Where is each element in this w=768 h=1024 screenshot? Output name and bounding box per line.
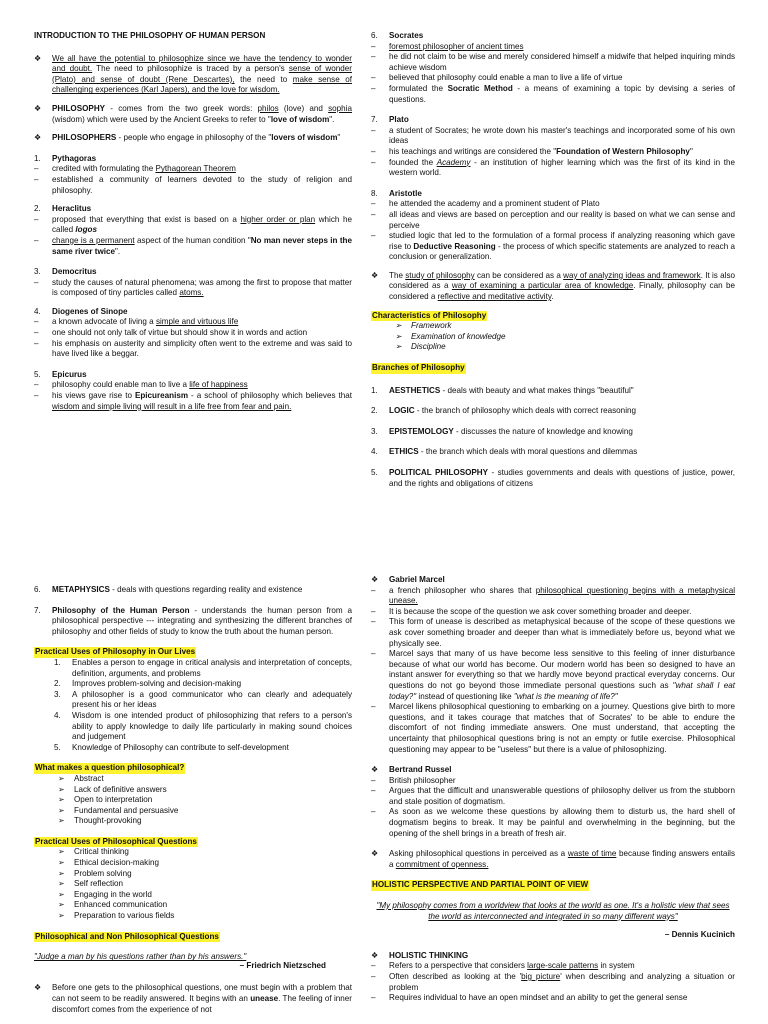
list-item: – As soon as we welcome these questions by allowing them to disturb us, the hard shell of dogmatism begins to break. It may be painful and overwhelming in the beginning, but the opening of the shell brings in a breath of fresh air. <box>371 807 735 838</box>
list-item: ➢ Open to interpretation <box>58 795 153 805</box>
kucinich-quote: "My philosophy comes from a worldview that looks at the world as one. It's a holistic view that sees the world as interconnected and integrated in so many different ways" <box>376 901 730 921</box>
philosopher-heading: 1. Pythagoras <box>34 153 97 163</box>
list-item: – formulated the Socratic Method - a means of examining a topic by devising a series of questions. <box>371 83 735 104</box>
page-title: INTRODUCTION TO THE PHILOSOPHY OF HUMAN PERSON <box>34 31 266 40</box>
list-item: ➢ Examination of knowledge <box>395 331 506 341</box>
list-item: ➢ Thought-provoking <box>58 816 142 826</box>
arrow-bullet-icon: ➢ <box>58 889 65 899</box>
list-item: – one should not only talk of virtue but should show it in words and action <box>34 328 308 338</box>
philosopher-heading: 3. Democritus <box>34 267 97 277</box>
list-item: 2. Improves problem-solving and decision-making <box>54 679 242 689</box>
philosopher-heading: 4. Diogenes of Sinope <box>34 306 128 316</box>
arrow-bullet-icon: ➢ <box>58 784 65 794</box>
list-item: ➢ Problem solving <box>58 868 132 878</box>
top-left-column <box>34 31 352 412</box>
list-item: – foremost philosopher of ancient times <box>371 41 524 51</box>
list-item: – his views gave rise to Epicureanism - a school of philosophy which believes that wisdom and simple living will result in a life free from fear and pain. <box>34 391 353 411</box>
list-item: – his teachings and writings are considered the "Foundation of Western Philosophy" <box>371 146 693 156</box>
list-item: – a student of Socrates; he wrote down his master's teachings and incorporated some of his own ideas <box>371 125 735 146</box>
intro-paragraph: ❖ We all have the potential to philosophize since we have the tendency to wonder and doubt. The need to philosophize is traced by a person's sense of wonder (Plato) and sense of doubt (Rene Descartes), the need to make sense of challenging experiences (Karl Japers), and the love for wisdom. <box>34 53 352 95</box>
list-item: 1. Enables a person to engage in critical analysis and interpretation of concepts, definition, arguments, and problems <box>54 657 352 678</box>
arrow-bullet-icon: ➢ <box>58 816 65 826</box>
philosopher-heading: 5. Epicurus <box>34 369 87 379</box>
nietzsche-quote: "Judge a man by his questions rather than by his answers." <box>34 952 247 962</box>
list-item: – This form of unease is described as metaphysical because of the scope of these questions we ask cover something broader and deeper than what is immediately before us, beyond what we physically see. <box>371 617 735 648</box>
philosopher-heading: 7. Plato <box>371 115 409 125</box>
list-item: 4. Wisdom is one intended product of philosophizing that refers to a person's ability to apply knowledge to daily life particularly in making sound choices and judgement <box>54 710 352 742</box>
diamond-bullet-icon: ❖ <box>371 575 379 584</box>
list-item: – British philosopher <box>371 775 456 785</box>
philosophers-definition: ❖ PHILOSOPHERS - people who engage in philosophy of the "lovers of wisdom" <box>34 133 341 143</box>
bottom-left-column <box>34 585 352 1015</box>
list-item: – established a community of learners devoted to the study of religion and philosophy. <box>34 174 352 195</box>
list-item: ➢ Engaging in the world <box>58 889 152 899</box>
arrow-bullet-icon: ➢ <box>395 331 402 341</box>
bottom-right-column <box>371 575 735 1004</box>
branch-item: 2. LOGIC - the branch of philosophy which deals with correct reasoning <box>371 406 636 416</box>
philosophy-definition: ❖ PHILOSOPHY - comes from the two greek words: philos (love) and sophia (wisdom) which were used by the Ancient Greeks to refer to "love of wisdom". <box>34 103 352 124</box>
philosophical-questions-uses-heading: Practical Uses of Philosophical Questions <box>35 836 197 846</box>
branch-item: 7. Philosophy of the Human Person - understands the human person from a philosophical perspective --- integrating and synthesizing the different branches of philosophy and other fields of study to know the truth about the human person. <box>34 605 352 636</box>
philosopher-heading: ❖ Bertrand Russel <box>371 765 452 775</box>
diamond-bullet-icon: ❖ <box>371 765 379 775</box>
list-item: – studied logic that led to the formulation of a formal process if analyzing reasoning which gave rise to Deductive Reasoning - the process of which specific statements are analyzed to reach a conclusion or generalization. <box>371 231 735 262</box>
diamond-bullet-icon: ❖ <box>34 103 42 113</box>
list-item: – founded the Academy - an institution of higher learning which was the first of its kind in the western world. <box>371 157 735 178</box>
list-item: – Marcel says that many of us have become less sensitive to this feeling of inner disturbance because of what our world has become. Our modern world has been so designed to have an instant answer for everything so that we hardly move beyond practical everyday concerns. Our questions do not go beyond those immediate personal questions such as "what shall I eat today?" instead of questioning like "what is the meaning of life?" <box>371 649 735 701</box>
diamond-bullet-icon: ❖ <box>34 53 42 63</box>
list-item: – he attended the academy and a prominent student of Plato <box>371 199 600 209</box>
arrow-bullet-icon: ➢ <box>58 911 65 921</box>
list-item: – Requires individual to have an open mindset and an ability to get the general sense <box>371 993 688 1003</box>
list-item: ➢ Abstract <box>58 773 104 783</box>
list-item: – he did not claim to be wise and merely considered himself a midwife that helped inquiring minds achieve wisdom <box>371 52 735 72</box>
characteristics-heading: Characteristics of Philosophy <box>372 310 487 320</box>
list-item: ➢ Fundamental and persuasive <box>58 805 179 815</box>
list-item: – proposed that everything that exist is based on a higher order or plan which he called logos <box>34 214 353 235</box>
list-item: ➢ Lack of definitive answers <box>58 784 167 794</box>
list-item: – Marcel likens philosophical questioning to embarking on a journey. Questions give birth to more questions, and it takes courage that matches that of Socrates' to be able to endure the discomfort of not finding immediate answers. One must understand, that accepting the uncertainty that philosophical questions bring is not an empty or futile exercise. Philosophical questioning may appear to be "useless" but there is a value of philosophizing. <box>371 702 735 754</box>
list-item: – Refers to a perspective that considers large-scale patterns in system <box>371 961 635 971</box>
list-item: – Often described as looking at the 'big picture' when describing and analyzing a situation or problem <box>371 972 735 992</box>
philosopher-heading: 2. Heraclitus <box>34 204 92 214</box>
list-item: – all ideas and views are based on perception and our reality is based on what we can sense and perceive <box>371 209 735 230</box>
branch-item: 6. METAPHYSICS - deals with questions regarding reality and existence <box>34 585 303 594</box>
list-item: – It is because the scope of the question we ask cover something broader and deeper. <box>371 606 692 616</box>
philosophical-non-philosophical-heading: Philosophical and Non Philosophical Questions <box>35 931 219 941</box>
branch-item: 5. POLITICAL PHILOSOPHY - studies governments and deals with questions of justice, power, and the rights and obligations of citizens <box>371 468 736 488</box>
list-item: ➢ Self reflection <box>58 879 124 889</box>
list-item: – Argues that the difficult and unanswerable questions of philosophy deliver us from the stubborn and stale position of dogmatism. <box>371 786 735 806</box>
branches-heading: Branches of Philosophy <box>372 363 465 373</box>
list-item: ➢ Critical thinking <box>58 847 129 857</box>
diamond-bullet-icon: ❖ <box>371 950 379 960</box>
philosopher-heading: ❖ HOLISTIC THINKING <box>371 950 469 960</box>
arrow-bullet-icon: ➢ <box>58 879 65 889</box>
list-item: ➢ Preparation to various fields <box>58 911 175 921</box>
philosopher-heading: 8. Aristotle <box>371 188 422 198</box>
diamond-bullet-icon: ❖ <box>34 983 42 993</box>
list-item: 3. A philosopher is a good communicator who can clearly and adequately present his or her ideas <box>54 689 352 710</box>
arrow-bullet-icon: ➢ <box>58 858 65 868</box>
top-right-column <box>371 31 735 489</box>
philosopher-heading: 6. Socrates <box>371 31 424 40</box>
list-item: – his emphasis on austerity and simplicity often went to the extreme and was said to have lived like a beggar. <box>34 338 352 359</box>
arrow-bullet-icon: ➢ <box>58 847 65 857</box>
arrow-bullet-icon: ➢ <box>58 795 65 805</box>
philosophical-question-heading: What makes a question philosophical? <box>35 763 185 773</box>
list-item: ➢ Enhanced communication <box>58 900 168 910</box>
philosopher-heading: ❖ Gabriel Marcel <box>371 575 445 584</box>
list-item: – credited with formulating the Pythagorean Theorem <box>34 164 236 174</box>
list-item: – change is a permanent aspect of the human condition "No man never steps in the same river twice". <box>34 235 352 256</box>
quote-author: – Dennis Kucinich <box>664 930 735 940</box>
study-of-philosophy-paragraph: ❖ The study of philosophy can be considered as a way of analyzing ideas and framework. It is also considered as a way of examining a particular area of knowledge. Finally, philosophy can be considered a reflective and meditative activity. <box>371 270 735 302</box>
list-item: – study the causes of natural phenomena; was among the first to propose that matter is composed of tiny particles called atoms. <box>34 277 352 298</box>
list-item: – philosophy could enable man to live a life of happiness <box>34 380 248 390</box>
list-item: ➢ Ethical decision-making <box>58 858 160 868</box>
arrow-bullet-icon: ➢ <box>395 342 402 352</box>
diamond-bullet-icon: ❖ <box>34 133 42 143</box>
arrow-bullet-icon: ➢ <box>395 321 402 331</box>
asking-questions-paragraph: ❖ Asking philosophical questions in perceived as a waste of time because finding answers entails a commitment of openness. <box>371 849 736 869</box>
branch-item: 3. EPISTEMOLOGY - discusses the nature of knowledge and knowing <box>371 426 633 436</box>
holistic-heading: HOLISTIC PERSPECTIVE AND PARTIAL POINT OF VIEW <box>372 880 589 890</box>
arrow-bullet-icon: ➢ <box>58 805 65 815</box>
branch-item: 4. ETHICS - the branch which deals with moral questions and dilemmas <box>371 447 638 457</box>
list-item: – a known advocate of living a simple and virtuous life <box>34 317 239 327</box>
list-item: – a french philosopher who shares that philosophical questioning begins with a metaphysical unease. <box>371 585 736 606</box>
arrow-bullet-icon: ➢ <box>58 868 65 878</box>
list-item: ➢ Framework <box>395 321 452 331</box>
list-item: 5. Knowledge of Philosophy can contribute to self-development <box>54 742 289 752</box>
branch-item: 1. AESTHETICS - deals with beauty and what makes things "beautiful" <box>371 385 634 395</box>
list-item: ➢ Discipline <box>395 342 446 352</box>
arrow-bullet-icon: ➢ <box>58 900 65 910</box>
list-item: – believed that philosophy could enable a man to live a life of virtue <box>371 73 623 83</box>
arrow-bullet-icon: ➢ <box>58 773 65 783</box>
practical-uses-heading: Practical Uses of Philosophy in Our Lives <box>35 647 196 657</box>
diamond-bullet-icon: ❖ <box>371 270 379 280</box>
quote-author: – Friedrich Nietzsched <box>239 960 326 970</box>
unease-paragraph: ❖ Before one gets to the philosophical questions, one must begin with a problem that can not seem to be readily answered. It begins with an unease. The feeling of inner discomfort comes from the experience of not <box>34 983 352 1014</box>
diamond-bullet-icon: ❖ <box>371 849 379 859</box>
